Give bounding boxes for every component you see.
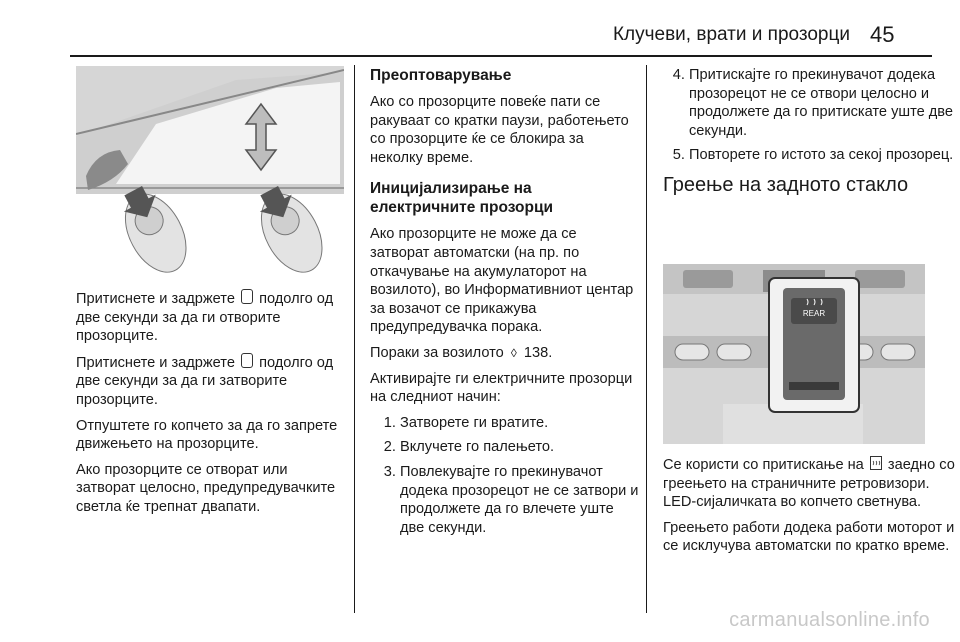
right-column [663,66,955,211]
init-steps [370,414,640,538]
page-number: 45 [870,22,895,47]
list-item: 3. Повлекувајте го прекинувачот додека прозорецот не се затвори и продолжете да го влечете уште две секунди. [400,463,640,537]
middle-column [370,66,640,543]
paragraph-close-windows: Притиснете и задржете подолго од две секунди за да ги затворите прозорците. [76,354,334,408]
list-item: 4. Притискајте го прекинувачот додека прозорецот не се отвори целосно и продолжете да го притискате уште две секунди. [689,66,955,140]
window-keyfob-illustration [76,66,344,280]
activate-text: Активирајте ги електричните прозорци на следниот начин: [370,370,633,406]
left-column [76,289,350,524]
paragraph-open-windows: Притиснете и задржете подолго од две секунди за да ги отворите прозорците. [76,291,334,345]
column-divider-left [354,65,355,613]
overload-text: Ако со прозорците повеќе пати се ракуваат со кратки паузи, работењето со прозорците ќе се блокира за неколку време. [370,94,629,166]
messages-reference: Пораки за возилото ◊ 138. [370,344,553,361]
column-divider-right [646,65,647,613]
rear-button-label: REAR [802,309,826,318]
rear-heating-auto-off: Греењето работи додека работи моторот и се исклучува автоматски по кратко време. [663,519,955,555]
header-title: Клучеви, врати и прозорци [612,24,850,45]
window-open-icon [241,289,253,304]
paragraph-release: Отпуштете го копчето за да го запрете движењето на прозорците. [76,417,338,453]
page-reference-icon: ◊ [510,345,517,360]
init-text: Ако прозорците не може да се затворат автоматски (на пр. по откачување на акумулаторот на возилото), во Информативниот центар за возачот се прикажува предупредувачка порака. [370,226,634,336]
rear-heating-heading: Греење на задното стакло [663,173,909,196]
init-steps-continued [663,66,955,165]
watermark: carmanualsonline.info [729,609,930,631]
list-item: 1. Затворете ги вратите. [400,414,640,433]
rear-heating-usage: Се користи со притискање на заедно со греењето на страничните ретровизори. LED-сијаличката во копчето светнува. [663,457,955,511]
window-close-icon [241,353,253,368]
paragraph-hazard-flash: Ако прозорците се отворат или затворат целосно, предупредувачките светла ќе трепнат двапати. [76,461,336,515]
rear-defrost-icon [870,456,882,469]
rear-heating-button-illustration [663,264,925,444]
header-rule [70,55,932,57]
list-item: 2. Вклучете го палењето. [400,438,640,457]
list-item: 5. Повторете го истото за секој прозорец. [689,146,955,165]
rear-heating-text [663,456,955,563]
init-heading: Иницијализирање на електричните прозорци [370,180,554,217]
overload-heading: Преоптоварување [370,67,512,84]
